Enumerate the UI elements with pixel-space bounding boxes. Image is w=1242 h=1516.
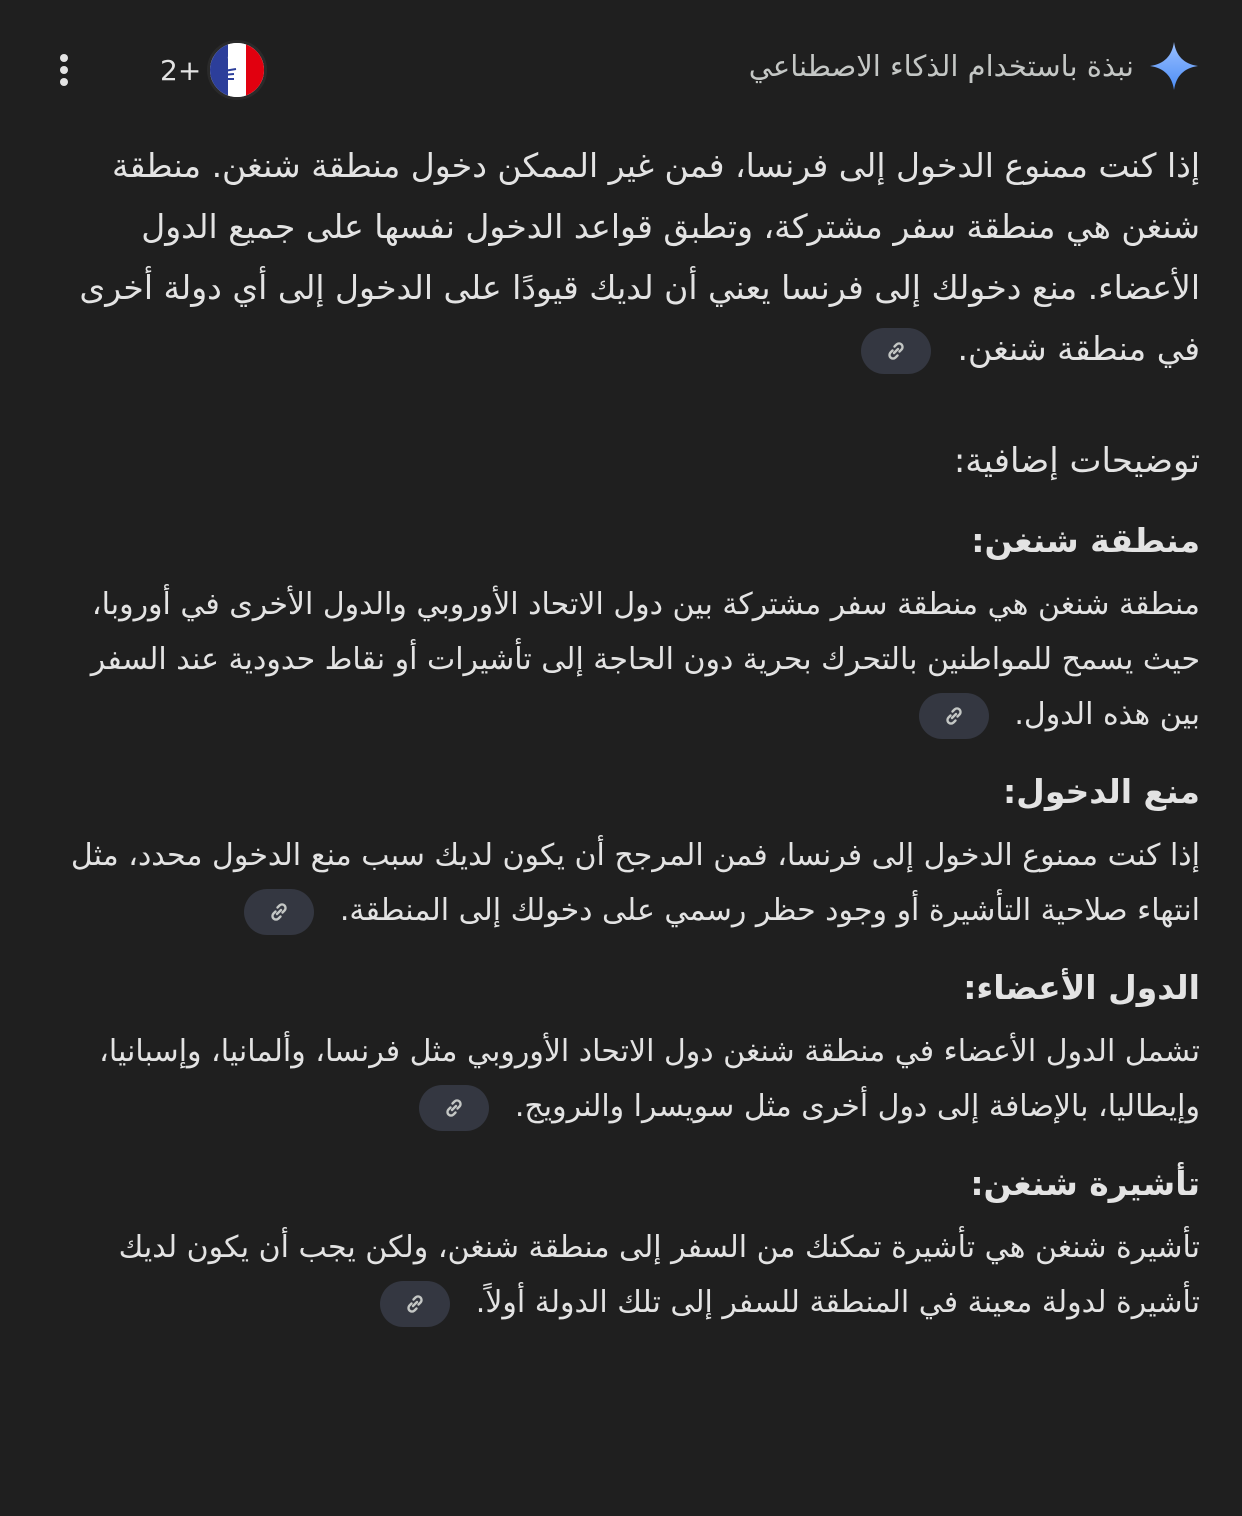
ai-overview-title-group bbox=[749, 40, 1200, 92]
sources-count: 2+ bbox=[160, 53, 202, 87]
sources-button[interactable] bbox=[160, 40, 267, 100]
link-icon bbox=[942, 704, 966, 728]
summary-text: إذا كنت ممنوع الدخول إلى فرنسا، فمن غير الممكن دخول منطقة شنغن. منطقة شنغن هي منطقة سفر مشتركة، وتطبق قواعد الدخول نفسها على جميع الدول الأعضاء. منع دخولك إلى فرنسا يعني أن لديك قيودًا على الدخول إلى أي دولة أخرى في منطقة شنغن. bbox=[79, 146, 1200, 368]
link-icon bbox=[267, 900, 291, 924]
additional-notes-heading: توضيحات إضافية: bbox=[953, 441, 1200, 481]
section-title-member-states: الدول الأعضاء: bbox=[963, 968, 1200, 1007]
ai-overview-header bbox=[0, 34, 1242, 104]
ai-overview-title: نبذة باستخدام الذكاء الاصطناعي bbox=[748, 49, 1134, 83]
citation-link-button[interactable] bbox=[861, 328, 931, 374]
sparkle-icon bbox=[1148, 40, 1200, 92]
section-title-entry-ban: منع الدخول: bbox=[1002, 772, 1200, 811]
citation-link-button[interactable] bbox=[419, 1085, 489, 1131]
section-title-schengen-visa: تأشيرة شنغن: bbox=[970, 1164, 1200, 1203]
more-vert-icon bbox=[60, 54, 68, 62]
citation-link-button[interactable] bbox=[244, 889, 314, 935]
section-title-schengen-area: منطقة شنغن: bbox=[971, 521, 1200, 560]
link-icon bbox=[884, 339, 908, 363]
citation-link-button[interactable] bbox=[380, 1281, 450, 1327]
link-icon bbox=[442, 1096, 466, 1120]
section-body-member-states: تشمل الدول الأعضاء في منطقة شنغن دول الاتحاد الأوروبي مثل فرنسا، وألمانيا، وإسبانيا، وإيطاليا، بالإضافة إلى دول أخرى مثل سويسرا والنرويج. bbox=[50, 1024, 1200, 1134]
section-body-schengen-area: منطقة شنغن هي منطقة سفر مشتركة بين دول الاتحاد الأوروبي والدول الأخرى في أوروبا، حيث يسمح للمواطنين بالتحرك بحرية دون الحاجة إلى تأشيرات أو نقاط حدودية عند السفر بين هذه الدول. bbox=[50, 577, 1200, 742]
source-favicon-marianne-icon bbox=[207, 40, 267, 100]
section-body-entry-ban: إذا كنت ممنوع الدخول إلى فرنسا، فمن المرجح أن يكون لديك سبب منع الدخول محدد، مثل انتهاء صلاحية التأشيرة أو وجود حظر رسمي على دخولك إلى المنطقة. bbox=[50, 828, 1200, 938]
section-body-schengen-visa: تأشيرة شنغن هي تأشيرة تمكنك من السفر إلى منطقة شنغن، ولكن يجب أن يكون لديك تأشيرة لدولة معينة في المنطقة للسفر إلى تلك الدولة أولاً. bbox=[50, 1220, 1200, 1330]
summary-paragraph bbox=[50, 135, 1200, 379]
link-icon bbox=[403, 1292, 427, 1316]
citation-link-button[interactable] bbox=[919, 693, 989, 739]
ai-overview-content bbox=[50, 135, 1200, 1330]
more-options-button[interactable] bbox=[44, 50, 84, 90]
